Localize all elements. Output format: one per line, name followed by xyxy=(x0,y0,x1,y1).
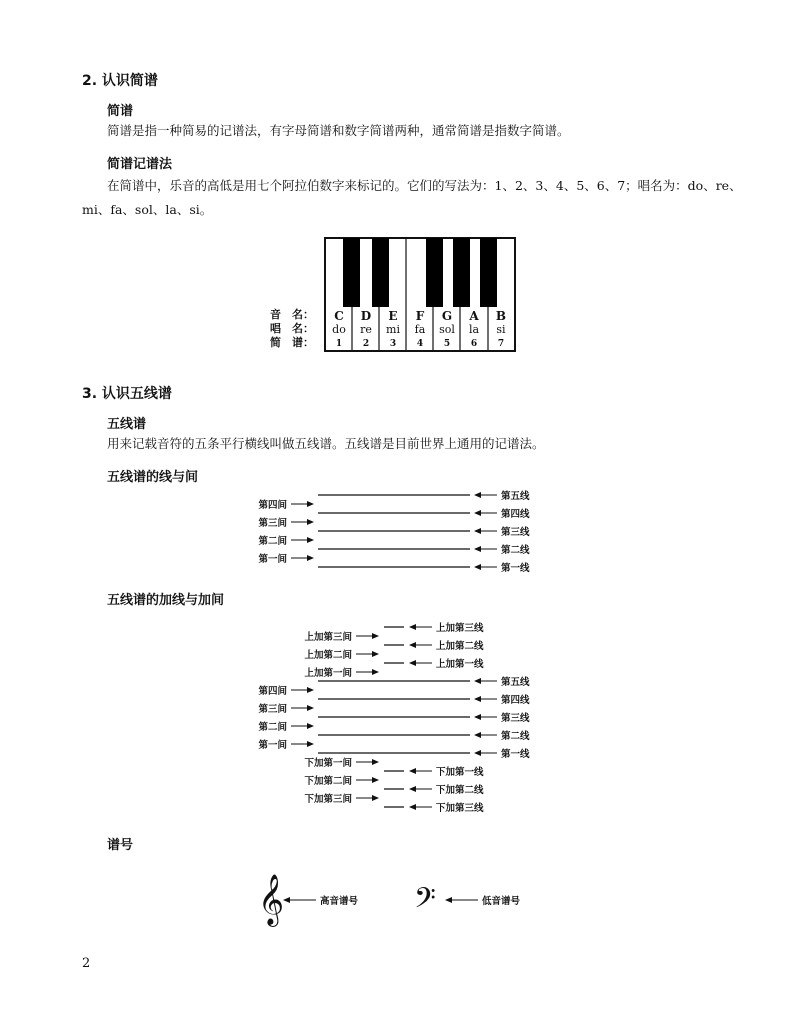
jianpu-number: 3 xyxy=(389,339,397,349)
staff1-space-label: 第一间 xyxy=(258,554,287,565)
note-name: E xyxy=(388,309,398,323)
bass-clef-label: 低音谱号 xyxy=(482,896,521,907)
solfege: mi xyxy=(386,323,400,336)
staff2-line-label: 第五线 xyxy=(501,677,530,688)
lower-ledger-space-label: 下加第一间 xyxy=(304,758,352,769)
staff2-line-label: 第四线 xyxy=(501,695,530,706)
staff1-line-label: 第一线 xyxy=(501,563,530,574)
lower-ledger-space-label: 下加第二间 xyxy=(304,776,352,787)
upper-ledger-line-label: 上加第三线 xyxy=(436,623,484,634)
note-name: G xyxy=(441,309,453,323)
staff1-line-label: 第四线 xyxy=(501,509,530,520)
jianpu-number: 2 xyxy=(362,339,370,349)
jianpu-notation-paragraph-line2: mi、fa、sol、la、si。 xyxy=(82,202,213,217)
lower-ledger-space-label: 下加第三间 xyxy=(304,794,352,805)
jianpu-notation-paragraph-line1: 在简谱中，乐音的高低是用七个阿拉伯数字来标记的。它们的写法为：1、2、3、4、5、6、7；唱名为：do、re、 xyxy=(107,178,742,193)
jianpu-number: 4 xyxy=(416,339,424,349)
solfege: re xyxy=(360,323,372,336)
staff1-line-label: 第三线 xyxy=(501,527,530,538)
staff2-line-label: 第二线 xyxy=(501,731,530,742)
jianpu-subheading: 简谱 xyxy=(107,104,134,119)
staff2-line-label: 第三线 xyxy=(501,713,530,724)
treble-clef-label: 高音谱号 xyxy=(320,896,359,907)
note-name: A xyxy=(469,309,479,323)
staff2-space-label: 第一间 xyxy=(258,740,287,751)
lower-ledger-line-label: 下加第二线 xyxy=(436,785,484,796)
upper-ledger-line-label: 上加第二线 xyxy=(436,641,484,652)
row-label-jianpu: 简 谱： xyxy=(270,336,314,349)
solfege: fa xyxy=(414,323,426,336)
solfege: la xyxy=(468,323,480,336)
upper-ledger-space-label: 上加第二间 xyxy=(304,650,352,661)
staff2-line-label: 第一线 xyxy=(501,749,530,760)
jianpu-number: 1 xyxy=(335,339,343,349)
staff1-space-label: 第二间 xyxy=(258,536,287,547)
staff1-line-label: 第五线 xyxy=(501,491,530,502)
section-2-heading: 2. 认识简谱 xyxy=(82,73,158,89)
note-name: D xyxy=(360,309,372,323)
note-name: B xyxy=(495,309,507,323)
row-label-note-name: 音 名： xyxy=(270,308,314,321)
staff-1 xyxy=(318,495,470,567)
ledger-subheading: 五线谱的加线与加间 xyxy=(107,593,225,608)
solfege: sol xyxy=(439,323,455,336)
staff-subheading: 五线谱 xyxy=(107,417,147,432)
treble-clef-icon: 𝄞 xyxy=(258,874,285,925)
staff2-space-label: 第四间 xyxy=(258,686,287,697)
note-name: C xyxy=(334,309,344,323)
note-name: F xyxy=(415,309,425,323)
jianpu-notation-subheading: 简谱记谱法 xyxy=(107,157,173,172)
clef-subheading: 谱号 xyxy=(107,838,134,853)
solfege: do xyxy=(332,323,346,336)
staff1-space-label: 第三间 xyxy=(258,518,287,529)
staff2-space-label: 第三间 xyxy=(258,704,287,715)
staff1-line-label: 第二线 xyxy=(501,545,530,556)
staff-lines-spaces-subheading: 五线谱的线与间 xyxy=(107,470,199,485)
row-label-solfege: 唱 名： xyxy=(270,322,314,335)
lower-ledger-line-label: 下加第一线 xyxy=(436,767,484,778)
lower-ledger-line-label: 下加第三线 xyxy=(436,803,484,814)
staff-paragraph: 用来记载音符的五条平行横线叫做五线谱。五线谱是目前世界上通用的记谱法。 xyxy=(107,436,545,451)
upper-ledger-space-label: 上加第一间 xyxy=(304,668,352,679)
jianpu-number: 6 xyxy=(470,339,478,349)
staff2-space-label: 第二间 xyxy=(258,722,287,733)
section-3-heading: 3. 认识五线谱 xyxy=(82,386,172,402)
upper-ledger-line-label: 上加第一线 xyxy=(436,659,484,670)
solfege: si xyxy=(496,323,506,336)
upper-ledger-space-label: 上加第三间 xyxy=(304,632,352,643)
staff1-space-label: 第四间 xyxy=(258,500,287,511)
page-number: 2 xyxy=(82,956,91,971)
bass-clef-icon: 𝄢 xyxy=(414,882,436,922)
jianpu-number: 5 xyxy=(443,339,451,349)
jianpu-number: 7 xyxy=(497,339,505,349)
jianpu-paragraph: 简谱是指一种简易的记谱法，有字母简谱和数字简谱两种，通常简谱是指数字简谱。 xyxy=(107,123,570,138)
